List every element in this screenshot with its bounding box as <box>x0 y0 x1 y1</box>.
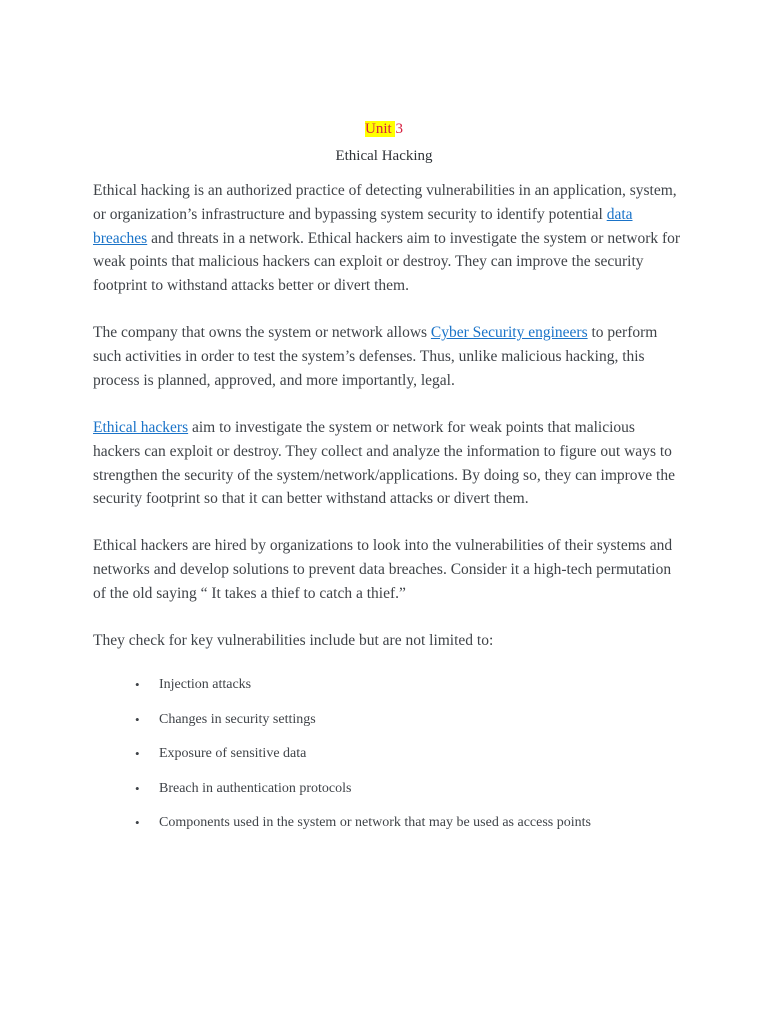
vulnerability-list <box>93 675 693 848</box>
list-item-text: Components used in the system or network that may be used as access points <box>159 815 591 831</box>
bullet-icon: • <box>135 711 140 727</box>
cyber-security-engineers-link[interactable]: Cyber Security engineers <box>430 324 588 341</box>
paragraph-text: and threats in a network. Ethical hackers aim to investigate the system or network for weak points that malicious hackers can exploit or destroy. They can improve the security footprint to withstand attacks better or divert them. <box>93 229 681 295</box>
list-item <box>93 675 693 710</box>
document-subtitle: Ethical Hacking <box>335 148 433 164</box>
bullet-icon: • <box>135 815 140 831</box>
list-item-text: Exposure of sensitive data <box>159 746 307 762</box>
paragraph-text: Ethical hacking is an authorized practice of detecting vulnerabilities in an application, system, or organization’s infrastructure and bypassing system security to identify potential <box>93 182 677 223</box>
paragraph-intro <box>93 179 683 298</box>
unit-number: 3 <box>395 121 403 137</box>
highlighted-unit-label: Unit <box>365 121 396 137</box>
bullet-icon: • <box>135 746 140 762</box>
ethical-hackers-link[interactable]: Ethical hackers <box>93 419 189 436</box>
paragraph-text: aim to investigate the system or network for weak points that malicious hackers can exploit or destroy. They collect and analyze the information to figure out ways to strengthen the security of the system/network/applications. By doing so, they can improve the security footprint so that it can better withstand attacks or divert them. <box>93 419 675 508</box>
paragraph-ethical-hackers <box>93 416 683 511</box>
bullet-icon: • <box>135 677 140 692</box>
list-item-text: Breach in authentication protocols <box>159 780 352 796</box>
list-item <box>93 710 693 745</box>
list-item <box>93 779 693 814</box>
document-title <box>0 119 768 139</box>
list-item <box>93 813 693 848</box>
paragraph-hired: Ethical hackers are hired by organizations to look into the vulnerabilities of their systems and networks and develop solutions to prevent data breaches. Consider it a high-tech permutation of the old saying “ It takes a thief to catch a thief.” <box>93 537 673 602</box>
list-item-text: Injection attacks <box>159 677 252 692</box>
paragraph-company <box>93 321 683 392</box>
list-item-text: Changes in security settings <box>159 711 316 727</box>
paragraph-list-intro: They check for key vulnerabilities include but are not limited to: <box>93 632 494 649</box>
data-breaches-link[interactable]: data breaches <box>93 205 633 247</box>
list-item <box>93 744 693 779</box>
paragraph-text: to perform such activities in order to test the system’s defenses. Thus, unlike malicious hacking, this process is planned, approved, and more importantly, legal. <box>93 324 658 389</box>
bullet-icon: • <box>135 780 140 796</box>
paragraph-text: The company that owns the system or network allows <box>93 324 431 341</box>
